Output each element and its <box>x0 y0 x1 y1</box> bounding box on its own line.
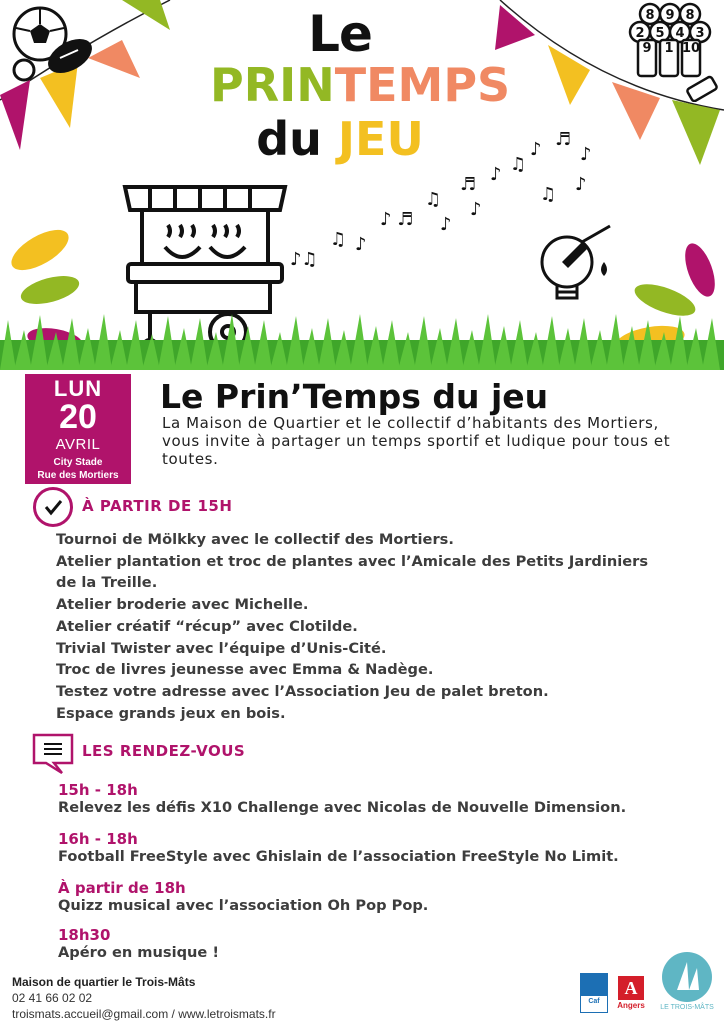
svg-text:10: 10 <box>681 41 701 56</box>
svg-text:♫: ♫ <box>540 184 557 205</box>
activity-list <box>56 529 676 724</box>
event-item <box>58 926 698 962</box>
date-place <box>25 456 131 482</box>
event-item <box>58 830 698 866</box>
lightbulb-paintbrush-icon <box>532 222 622 317</box>
event-intro: La Maison de Quartier et le collectif d’habitants des Mortiers, vous invite à partager un temps sportif et ludique pour tous et toutes. <box>162 414 671 468</box>
svg-text:♬: ♬ <box>555 130 572 150</box>
balls-icon <box>8 4 98 84</box>
event-item <box>58 879 698 915</box>
svg-text:1: 1 <box>664 41 674 56</box>
title-jeu: JEU <box>337 112 424 166</box>
section-heading-rendezvous: LES RENDEZ-VOUS <box>82 742 246 760</box>
date-number: 20 <box>59 398 97 436</box>
poster-title-le: Le <box>308 5 372 63</box>
footer-contact <box>12 974 276 1022</box>
trois-mats-emblem <box>657 950 717 1002</box>
list-item: Troc de livres jeunesse avec Emma & Nadège. <box>56 661 434 679</box>
svg-text:♪: ♪ <box>355 234 367 255</box>
event-item <box>58 781 698 817</box>
svg-text:♪: ♪ <box>575 174 587 195</box>
event-time: 18h30 <box>58 926 111 944</box>
svg-text:3: 3 <box>695 26 705 41</box>
event-text: Relevez les défis X10 Challenge avec Nicolas de Nouvelle Dimension. <box>58 799 627 816</box>
event-text: Apéro en musique ! <box>58 944 220 961</box>
poster-title-printemps <box>210 58 511 112</box>
svg-text:8: 8 <box>645 8 655 23</box>
check-icon <box>33 487 73 527</box>
place-line2: Rue des Mortiers <box>37 470 119 481</box>
title-prin: PRIN <box>210 58 335 112</box>
hero-illustration <box>0 0 724 370</box>
event-text: Football FreeStyle avec Ghislain de l’association FreeStyle No Limit. <box>58 848 619 865</box>
list-item: Atelier broderie avec Michelle. <box>56 596 309 614</box>
angers-logo-text: Angers <box>617 1001 645 1010</box>
footer-phone: 02 41 66 02 02 <box>12 991 93 1005</box>
svg-text:4: 4 <box>675 26 685 41</box>
caf-logo <box>580 973 608 1013</box>
svg-text:8: 8 <box>685 8 695 23</box>
list-item: Espace grands jeux en bois. <box>56 704 286 722</box>
svg-text:♫: ♫ <box>330 229 347 250</box>
list-item: Trivial Twister avec l’équipe d’Unis-Cité. <box>56 639 387 657</box>
molkky-icon <box>628 2 720 102</box>
svg-text:♪: ♪ <box>440 214 452 235</box>
svg-text:♫: ♫ <box>425 189 442 210</box>
list-item: de la Treille. <box>56 574 158 592</box>
svg-text:2: 2 <box>635 26 645 41</box>
svg-text:9: 9 <box>642 41 652 56</box>
svg-text:♪: ♪ <box>470 199 482 220</box>
caf-logo-text: Caf <box>588 998 600 1005</box>
svg-text:♫: ♫ <box>510 154 527 175</box>
svg-text:♪: ♪ <box>580 144 592 165</box>
title-du: du <box>256 112 322 166</box>
angers-logo: A Angers <box>616 974 646 1012</box>
svg-text:♪: ♪ <box>490 164 502 185</box>
event-heading: Le Prin’Temps du jeu <box>160 377 549 416</box>
svg-text:♪♫: ♪♫ <box>290 249 318 270</box>
list-item: Atelier créatif “récup” avec Clotilde. <box>56 617 358 635</box>
footer-contact-line: troismats.accueil@gmail.com / www.letroismats.fr <box>12 1007 276 1021</box>
date-badge <box>25 374 131 484</box>
poster-title-du-jeu <box>230 112 450 166</box>
place-line1: City Stade <box>53 457 103 468</box>
date-day: LUN <box>53 376 103 401</box>
svg-text:9: 9 <box>665 8 675 23</box>
trois-mats-logo <box>657 950 717 1016</box>
footer-org: Maison de quartier le Trois-Mâts <box>12 975 196 989</box>
section-heading-activities: À PARTIR DE 15H <box>82 497 233 515</box>
event-time: 16h - 18h <box>58 830 138 848</box>
event-time: À partir de 18h <box>58 879 186 897</box>
svg-text:♬: ♬ <box>460 174 477 195</box>
svg-text:♪: ♪ <box>530 139 542 160</box>
date-month: AVRIL <box>55 436 101 453</box>
title-temps: TEMPS <box>334 58 511 112</box>
svg-text:5: 5 <box>655 26 665 41</box>
list-item: Tournoi de Mölkky avec le collectif des Mortiers. <box>56 531 454 548</box>
speech-bubble-icon <box>32 733 76 777</box>
event-text: Quizz musical avec l’association Oh Pop Pop. <box>58 897 429 914</box>
event-time: 15h - 18h <box>58 781 138 799</box>
list-item: Atelier plantation et troc de plantes avec l’Amicale des Petits Jardiniers <box>56 552 649 570</box>
grass-decoration <box>0 310 724 370</box>
svg-text:♪ ♬: ♪ ♬ <box>380 209 414 230</box>
list-item: Testez votre adresse avec l’Association Jeu de palet breton. <box>56 682 549 700</box>
trois-mats-logo-text: LE TROIS-MÂTS <box>660 1004 714 1011</box>
